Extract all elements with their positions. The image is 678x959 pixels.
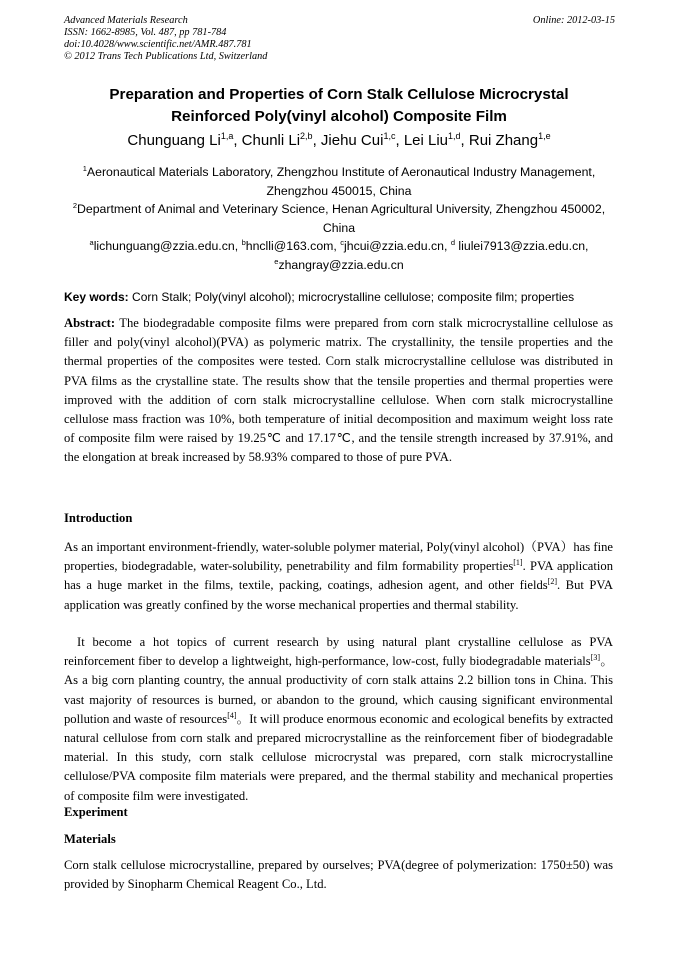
email-link[interactable]: zhangray@zzia.edu.cn [278,257,404,272]
materials-heading: Materials [64,832,116,846]
title-line-2: Reinforced Poly(vinyl alcohol) Composite Film [171,108,507,125]
keywords-text: Corn Stalk; Poly(vinyl alcohol); microcrystalline cellulose; composite film; properties [128,290,575,304]
introduction-paragraph-1: As an important environment-friendly, water-soluble polymer material, Poly(vinyl alcohol)（PVA）has fine properties, biodegradable, water-solubility, penetrability and film formability properties[1]. PVA application has a huge market in the films, textile, packing, coatings, adhesion agent, and other fields[2]. But PVA application was greatly confined by the worse mechanical properties and thermal stability. [64,540,613,612]
citation: [3] [590,653,601,663]
email-link[interactable]: jhcui@zzia.edu.cn, [344,239,451,253]
citation: [2] [547,577,557,587]
email-link[interactable]: hnclli@163.com, [245,239,341,253]
author: Chunguang Li$^{1,a}$, [127,131,242,149]
keywords [64,289,624,305]
experiment-heading: Experiment [64,805,128,819]
citation: [4] [227,710,237,720]
citation: [1] [513,558,523,568]
doi-line: doi:10.4028/www.scientific.net/AMR.487.781 [64,39,252,50]
author: Chunli Li$^{2,b}$, [241,131,321,149]
journal-name: Advanced Materials Research [64,15,188,26]
issn-line: ISSN: 1662-8985, Vol. 487, pp 781-784 [64,27,227,38]
affiliation-1: $^1$Aeronautical Materials Laboratory, Zhengzhou Institute of Aeronautical Industry Management, Zhengzhou 450015, China [82,163,596,198]
introduction-heading: Introduction [64,511,133,525]
copyright-line: © 2012 Trans Tech Publications Ltd, Switzerland [64,51,268,62]
journal-header [64,15,267,63]
introduction-paragraph-2: It become a hot topics of current research by using natural plant crystalline cellulose as PVA reinforcement fiber to develop a lightweight, high-performance, low-cost, fully biodegradable materials[3]。As a big corn planting country, the annual productivity of corn stalk attains 2.2 billion tons in China. This vast majority of resources is burned, or abandon to the ground, which causing significant environmental pollution and waste of resources[4]。It will produce enormous economic and ecological benefits by extracted natural cellulose from corn stalk and prepared microcrystalline as the reinforcement fiber of biodegradable material. In this study, corn stalk cellulose microcrystal was prepared, corn stalk microcrystalline cellulose/PVA composite film materials were prepared, and the thermal stability and mechanical properties of composite film were investigated. [64,635,613,803]
keywords-label: Key words: [64,290,129,304]
online-date: Online: 2012-03-15 [532,15,615,26]
title-line-1: Preparation and Properties of Corn Stalk Cellulose Microcrystal [109,86,569,103]
materials-paragraph: Corn stalk cellulose microcrystalline, prepared by ourselves; PVA(degree of polymerization: 1750±50) was provided by Sinopharm Chemical Reagent Co., Ltd. [64,858,613,892]
abstract-text: The biodegradable composite films were prepared from corn stalk microcrystalline cellulose as filler and poly(vinyl alcohol)(PVA) as polymeric matrix. The crystallinity, the tensile properties and the thermal properties of the composites were tested. Corn stalk microcrystalline cellulose was distributed in PVA films as the crystalline state. The results show that the tensile properties and thermal properties were improved with the addition of corn stalk microcrystalline cellulose. When corn stalk microcrystalline cellulose mass fraction was 10%, both temperature of initial decomposition and maximum weight loss rate of composite film were raised by 19.25℃ and 17.17℃, and the tensile strength increased by 37.91%, and the elongation at break increased by 58.93% compared to those of pure PVA. [64,316,613,465]
author-list [40,131,638,151]
abstract [64,314,613,468]
affiliations [56,163,622,274]
paper-title [40,84,638,128]
author: Rui Zhang$^{1,e}$ [468,131,551,149]
abstract-label: Abstract: [64,316,116,330]
email-link[interactable]: lichunguang@zzia.edu.cn, [93,239,242,253]
affiliation-2: $^2$Department of Animal and Veterinary Science, Henan Agricultural University, Zhengzhou 450002, China [72,200,606,235]
author: Jiehu Cui$^{1,c}$, [320,131,404,149]
author: Lei Liu$^{1,d}$, [403,131,469,149]
email-list: $^a$lichunguang@zzia.edu.cn, $^b$hnclli@163.com, $^c$jhcui@zzia.edu.cn, $^d$ liulei7913@zzia.edu.cn, $^e$zhangray@zzia.edu.cn [89,237,589,272]
email-link[interactable]: liulei7913@zzia.edu.cn, [454,239,589,253]
